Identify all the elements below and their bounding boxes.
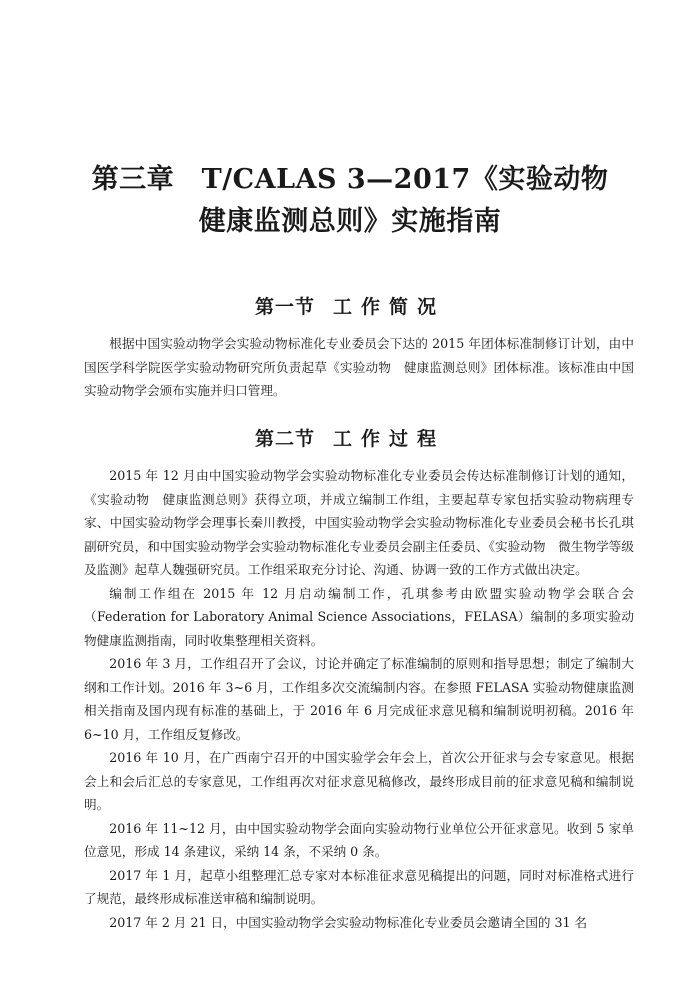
section-heading-work-process <box>0 425 700 453</box>
section-number: 第二节 <box>254 428 315 450</box>
paragraph: 2016 年 3 月，工作组召开了会议，讨论并确定了标准编制的原则和指导思想；制定了编制大纲和工作计划。2016 年 3~6 月，工作组多次交流编制内容。在参照 FELASA 实验动物健康监测相关指南及国内现有标准的基础上，于 2016 年 6 月完成征求意见稿和编制说明初稿。2016 年 6~10 月，工作组反复修改。 <box>84 656 634 742</box>
paragraph: 2016 年 11~12 月，由中国实验动物学会面向实验动物行业单位公开征求意见。收到 5 家单位意见，形成 14 条建议，采纳 14 条，不采纳 0 条。 <box>84 820 634 859</box>
paragraph: 根据中国实验动物学会实验动物标准化专业委员会下达的 2015 年团体标准制修订计划，由中国医学科学院医学实验动物研究所负责起草《实验动物 健康监测总则》团体标准。该标准由中国实验动物学会颁布实施并归口管理。 <box>84 336 634 398</box>
section-number: 第一节 <box>254 296 315 318</box>
paragraph: 编制工作组在 2015 年 12 月启动编制工作，孔琪参考由欧盟实验动物学会联合会（Federation for Laboratory Animal Science Associations，FELASA）编制的多项实验动物健康监测指南，同时收集整理相关资料。 <box>84 585 634 648</box>
section-heading-work-summary <box>0 293 700 321</box>
paragraph: 2017 年 2 月 21 日，中国实验动物学会实验动物标准化专业委员会邀请全国的 31 名 <box>109 914 588 930</box>
section-body-work-process <box>84 464 634 934</box>
section-body-work-summary <box>84 332 634 403</box>
paragraph: 2015 年 12 月由中国实验动物学会实验动物标准化专业委员会传达标准制修订计划的通知，《实验动物 健康监测总则》获得立项，并成立编制工作组，主要起草专家包括实验动物病理专家、中国实验动物学会理事长秦川教授，中国实验动物学会实验动物标准化专业委员会秘书长孔琪副研究员，和中国实验动物学会实验动物标准化专业委员会副主任委员、《实验动物 微生物学等级及监测》起草人魏强研究员。工作组采取充分讨论、沟通、协调一致的工作方式做出决定。 <box>84 468 634 577</box>
section-title: 工作简况 <box>333 296 446 318</box>
chapter-title-line-1: 第三章 T/CALAS 3—2017《实验动物 <box>91 164 609 195</box>
chapter-title-line-2: 健康监测总则》实施指南 <box>198 206 502 237</box>
paragraph: 2016 年 10 月，在广西南宁召开的中国实验学会年会上，首次公开征求与会专家意见。根据会上和会后汇总的专家意见，工作组再次对征求意见稿修改，最终形成目前的征求意见稿和编制说明。 <box>84 750 634 812</box>
section-title: 工作过程 <box>333 428 446 450</box>
paragraph: 2017 年 1 月，起草小组整理汇总专家对本标准征求意见稿提出的问题，同时对标准格式进行了规范，最终形成标准送审稿和编制说明。 <box>84 867 634 906</box>
